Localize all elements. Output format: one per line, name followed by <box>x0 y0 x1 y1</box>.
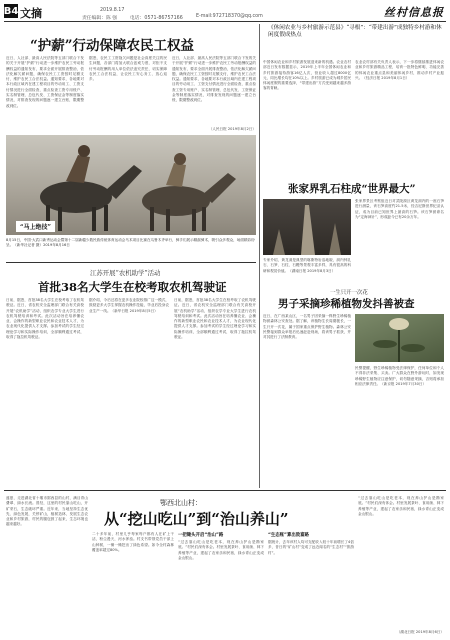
page-number: B4 <box>3 5 19 17</box>
story3-body: 张家界景区考察组近日对武陵源区黄龙洞内的一座石笋进行测量，该石笋高度约21.5米，经吉尼斯世界纪录认证，成为目前已知世界上最高的石笋。该石笋被命名为“定海神针”，形成距今已有20余万年。 <box>355 199 444 219</box>
plant-illustration <box>355 314 444 362</box>
story2-title-text: 《休闲农业与乡村旅游示范县》“寻根”：“带建出游”成独特乡村游和休闲度假成热点 <box>268 25 442 38</box>
photo1-caption: 8月15日，中国·大武口新秀运动会暨第十二届新疆少数民族传统体育运动会马术项目比赛在乌鲁木齐举行，骑手们展示精湛骑术，吸引众多观众，场面精彩纷呈。（新华社记者 摄）2019年8月16日 <box>6 238 255 247</box>
header-rule <box>4 21 446 22</box>
issue-date: 2019.8.17 <box>100 8 125 13</box>
story6-kicker: 鄂西北山村： <box>160 499 202 507</box>
story5-kicker: 江苏开展“农机助学”活动 <box>90 269 161 277</box>
story1-source: （人民日报 2019年8月2日） <box>208 127 256 131</box>
section-title: 文摘 <box>20 7 42 20</box>
headline-stalagmite: 张家界乳石柱成“世界最大” <box>288 183 416 195</box>
stalagmite-illustration <box>263 199 351 255</box>
cave-stalagmite-photo <box>263 199 351 255</box>
story4-col2: 民警提醒，野生珍稀植物受法律保护，任何单位和个人不得非法采集、买卖。广大群众在野外游玩时，如发现珍稀野生植物应注意保护，切勿随意采摘，否则将承担相应法律责任。（新京报 2019年7月30日） <box>355 366 444 386</box>
story2-col2: 农业农村部有关负责人表示，下一步将继续推进休闲农业和乡村旅游精品工程，培育一批特色鲜明、功能完善的休闲农业重点县和美丽休闲乡村，推动乡村产业振兴。（经济日报 2019年8月1日） <box>355 60 444 80</box>
horse-riding-photo <box>6 135 256 235</box>
story5-col1: 日前，据悉，首批38名大学生在校考取了农机驾驶证。近日，省农机安全监理部门联合有关高校开展“农机助学”活动，组织农学专业大学生进行农机驾驶培训和考试。此次活动旨在培养懂农业、会操作的新型职业农民和农业技术人才，为农业现代化提供人才支撑。参加考试的学生经过理论学习和实际操作培训，全部顺利通过考试，取得了拖拉机驾驶证。 <box>6 298 84 340</box>
story4-col1: 近日，在广西某山区，一名男子因采摘一株野生珍稀植物被森林公安查处。据了解，该植物生长周期极长，一生只开一次花，属于国家重点保护野生植物。森林公安民警接到群众举报后迅速赶赴现场，将该男子抓获，并对其进行了法制教育。 <box>263 314 351 340</box>
story6-col1: 盛夏，走进湖北省十堰市郧西县的山村，满目青山叠翠、绿水长流。曾经，这里的村民靠山吃山，开矿采石，生态破坏严重。近年来，当地坚持生态优先、绿色发展，关停矿山，植树造林，发展生态农业和乡村旅游，村民的腰包鼓了起来，生态环境也越来越好。 <box>6 496 88 527</box>
newspaper-logo: 丝村信息报 <box>384 6 444 19</box>
story6-source: （湖北日报 2019年8月6日） <box>396 630 444 634</box>
headline-students-license: 首批38名大学生在校考取农机驾驶证 <box>38 280 227 294</box>
story3-body2: 专家介绍，黄龙洞是典型的喀斯特岩溶地貌，洞内钟乳石、石笋、石柱、石幔等景观丰富多样，具有很高的科研和观赏价值。（湖南日报 2019年8月3日） <box>263 258 351 273</box>
editor-label: 责任编辑：陈 强 <box>82 16 118 21</box>
story5-col2: 据介绍，今后还将在更多农业院校推广这一模式，鼓励更多大学生掌握农机操作技能，毕业后投身农业生产一线。（新华日报 2019年8月5日） <box>89 298 169 313</box>
headline-rare-plant: 男子采摘珍稀植物发抖善被查 <box>278 298 415 310</box>
horse-riders-illustration <box>6 135 256 235</box>
column-divider <box>259 24 260 488</box>
story5-col3: 日前，据悉，首批38名大学生在校考取了农机驾驶证。近日，省农机安全监理部门联合有关高校开展“农机助学”活动，组织农学专业大学生进行农机驾驶培训和考试。此次活动旨在培养懂农业、会操作的新型职业农民和农业技术人才，为农业现代化提供人才支撑。参加考试的学生经过理论学习和实际操作培训，全部顺利通过考试，取得了拖拉机驾驶证。 <box>174 298 256 340</box>
story4-kicker: 一生只开一次花 <box>330 290 368 296</box>
story6-col3: “过去靠山吃山是吃老本，现在养山护山是攒家底。”村民们深有体会。村里发展茶叶、食用菌、林下养殖等产业，建起了农家乐和民宿，绿水青山正变成金山银山。 <box>178 540 264 560</box>
photo-overlay-label: “马上绝技” <box>16 221 55 232</box>
story6-col2: 二十多年前，村里几乎每家每户都有人在矿上干活，粉尘漫天，河水浑浊。村支书带领党员干部上山种树，一锄一锄挖出了绿色希望。如今全村森林覆盖率超过80%。 <box>92 532 174 552</box>
story2-col1: 中国休闲农业和乡村旅游发展迎来新的机遇。农业农村部近日发布数据显示，2019年上半年全国休闲农业和乡村旅游接待游客16亿人次，营业收入超过8000亿元，同比增长均在10%以上。乡村旅游已成为城乡居民休闲度假的重要选择，“带建出游”方式受到越来越多游客的青睐。 <box>263 60 351 91</box>
bottom-story-rule <box>4 490 446 491</box>
story5-top-rule <box>6 262 256 263</box>
plant-photo <box>355 314 444 362</box>
headline-wage-protection: “护薪”行动保障农民工权益 <box>30 38 195 54</box>
story6-col5: “过去靠山吃山是吃老本，现在养山护山是攒家底。”村民们深有体会。村里发展茶叶、食用菌、林下养殖等产业，建起了农家乐和民宿，绿水青山正变成金山银山。 <box>358 496 444 516</box>
story6-subhead2: “生态账”算出致富路 <box>268 533 309 538</box>
story1-col2: 据悉，农民工工资拖欠问题是社会高度关注的民生问题，各部门将加大联合惩戒力度，对拒不支付劳动报酬的用人单位依法追究责任，切实保障农民工合法权益，让农民工安心务工、放心返乡。 <box>89 56 167 82</box>
story1-col1: 近日，人社部、最高人民法院等五部门联合下发的关于开展“护薪”行动进一步维护农民工劳动报酬权益的通知发布，要求全面开展排查整治，依法化解欠薪问题，确保农民工工资按时足额支付，维护农民工合法权益。通知要求，各地要对本行政区域内在建工程项目的劳动用工、工资支付情况进行全面检查，重点检查工资专用账户、实名制管理、总包代发、工资保证金等制度落实情况，对排查发现的问题逐一建立台账，限期整改到位。 <box>6 56 84 108</box>
headline-mountain-village: 从“挖山吃山”到“治山养山” <box>104 510 289 528</box>
phone-label: 电话：0571-86757166 <box>130 16 183 21</box>
story1-col3: 近日，人社部、最高人民法院等五部门联合下发的关于开展“护薪”行动进一步维护农民工劳动报酬权益的通知发布，要求全面开展排查整治，依法化解欠薪问题，确保农民工工资按时足额支付，维护农民工合法权益。通知要求，各地要对本行政区域内在建工程项目的劳动用工、工资支付情况进行全面检查，重点检查工资专用账户、实名制管理、总包代发、工资保证金等制度落实情况，对排查发现的问题逐一建立台账，限期整改到位。 <box>172 56 256 103</box>
story2-kicker <box>268 25 444 39</box>
story6-subhead1: 一把锄头开启“治山”路 <box>178 533 224 538</box>
story6-col4: 据统计，去年该村人均可支配收入较十年前增长了4倍多，昔日的“矿山村”变成了远近闻名的“生态村”“旅游村”。 <box>268 540 354 555</box>
email-label: E-mail:972718370@qq.com <box>196 14 263 19</box>
